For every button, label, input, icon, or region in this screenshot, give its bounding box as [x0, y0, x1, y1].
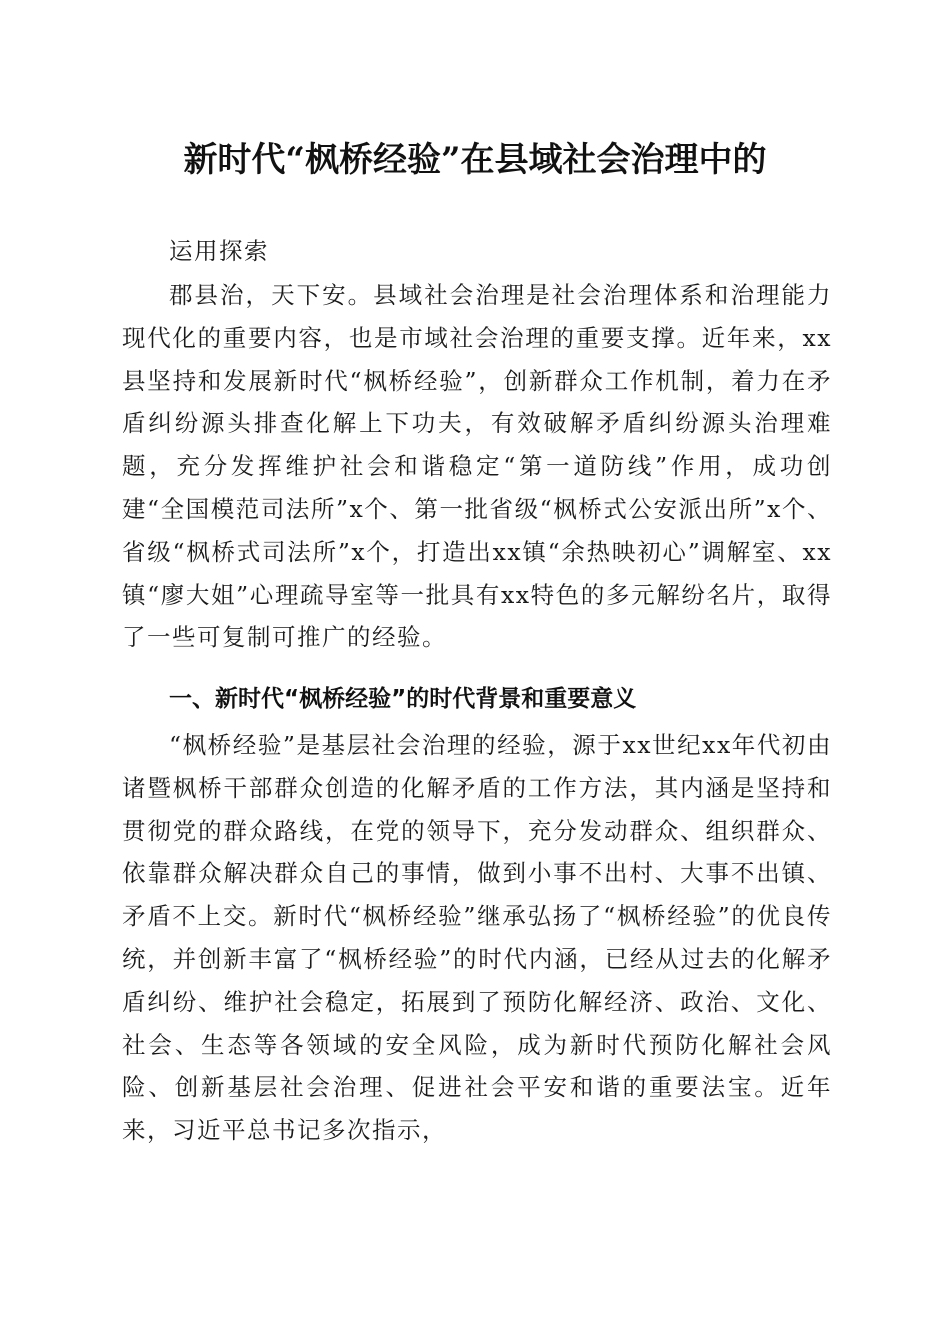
paragraph-intro: 郡县治，天下安。县域社会治理是社会治理体系和治理能力现代化的重要内容，也是市域社会治理的重要支撑。近年来，xx县坚持和发展新时代“枫桥经验”，创新群众工作机制，着力在矛盾纠纷源头排查化解上下功夫，有效破解矛盾纠纷源头治理难题，充分发挥维护社会和谐稳定“第一道防线”作用，成功创建“全国模范司法所”x个、第一批省级“枫桥式公安派出所”x个、省级“枫桥式司法所”x个，打造出xx镇“余热映初心”调解室、xx镇“廖大姐”心理疏导室等一批具有xx特色的多元解纷名片，取得了一些可复制可推广的经验。: [122, 281, 832, 652]
document-title: 新时代“枫桥经验”在县域社会治理中的: [183, 140, 767, 180]
document-subtitle: 运用探索: [169, 237, 269, 265]
paragraph-section-1: “枫桥经验”是基层社会治理的经验，源于xx世纪xx年代初由诸暨枫桥干部群众创造的化解矛盾的工作方法，其内涵是坚持和贯彻党的群众路线，在党的领导下，充分发动群众、组织群众、依靠群众解决群众自己的事情，做到小事不出村、大事不出镇、矛盾不上交。新时代“枫桥经验”继承弘扬了“枫桥经验”的优良传统，并创新丰富了“枫桥经验”的时代内涵，已经从过去的化解矛盾纠纷、维护社会稳定，拓展到了预防化解经济、政治、文化、社会、生态等各领域的安全风险，成为新时代预防化解社会风险、创新基层社会治理、促进社会平安和谐的重要法宝。近年来，习近平总书记多次指示，: [122, 731, 832, 1145]
section-heading-1: 一、新时代“枫桥经验”的时代背景和重要意义: [169, 686, 637, 712]
